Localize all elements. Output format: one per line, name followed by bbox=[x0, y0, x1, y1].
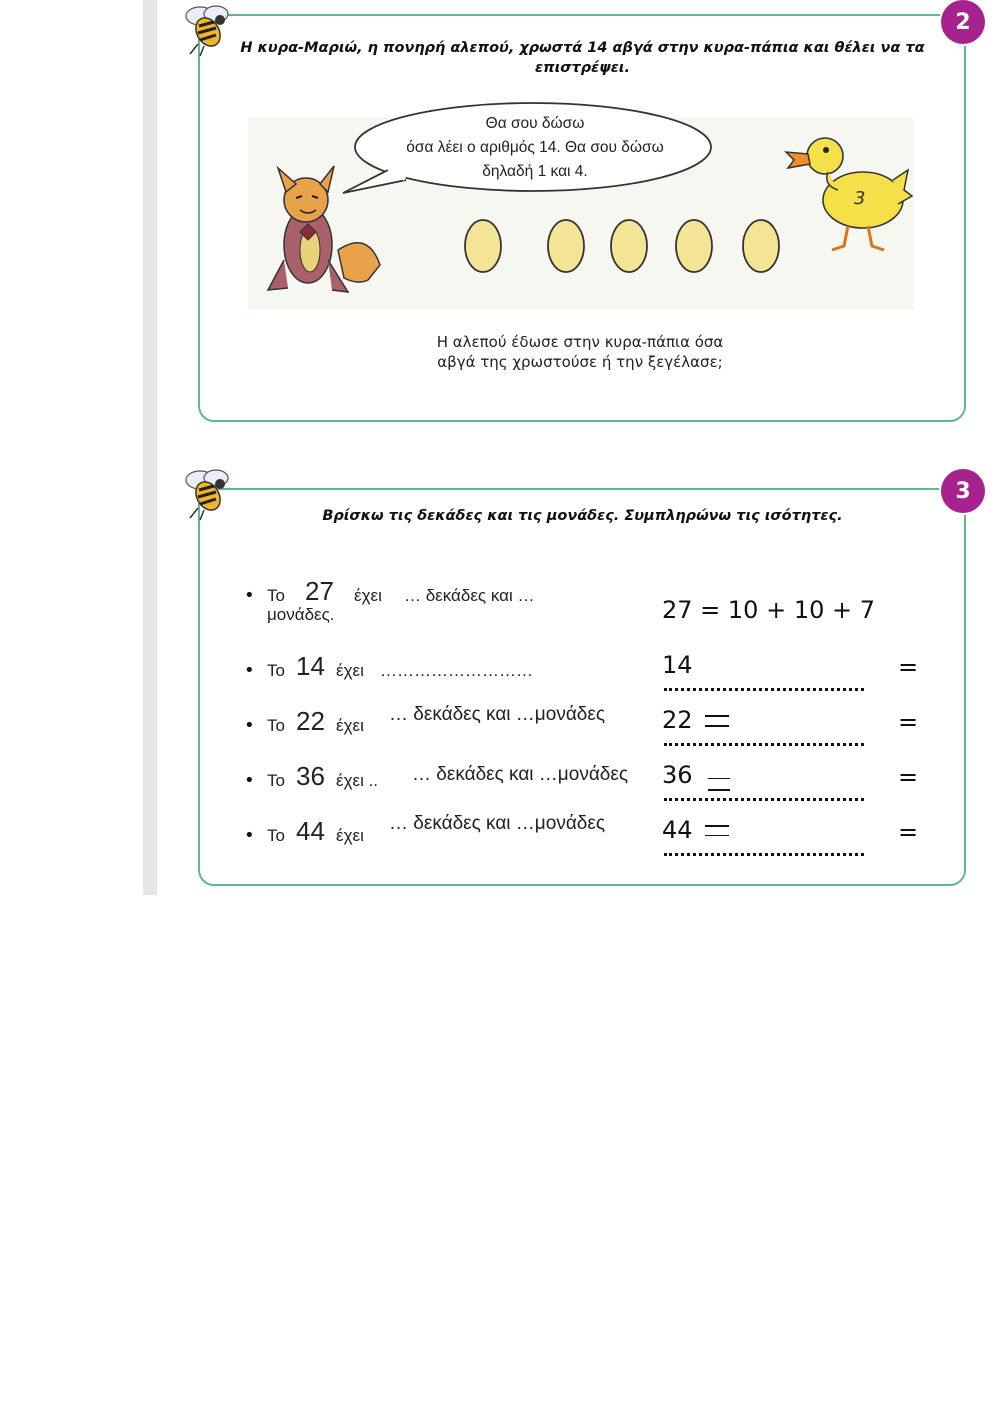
equation-answer-blank[interactable] bbox=[664, 853, 864, 856]
egg-icon bbox=[743, 220, 779, 272]
exercise-instruction: Βρίσκω τις δεκάδες και τις μονάδες. Συμπληρώνω τις ισότητες. bbox=[322, 508, 843, 524]
row-tens-units-blank[interactable]: … δεκάδες και …μονάδες bbox=[412, 764, 629, 785]
exercise-instruction: Η κυρα-Μαριώ, η πονηρή αλεπού, χρωστά 14 αβγά στην κυρα-πάπια και θέλει να τα επιστρέψει. bbox=[240, 40, 925, 76]
equation-answer-blank[interactable] bbox=[664, 798, 864, 801]
eggs-row bbox=[465, 220, 779, 272]
bullet: • bbox=[244, 660, 255, 681]
row-number: 22 bbox=[296, 706, 325, 736]
row-has: έχει bbox=[336, 716, 364, 735]
row-number: 27 bbox=[305, 576, 334, 606]
egg-icon bbox=[465, 220, 501, 272]
row-has: έχει bbox=[336, 661, 364, 680]
equals-sign-icon bbox=[705, 715, 729, 727]
row-tens-units-blank: … δεκάδες και … bbox=[404, 586, 535, 605]
page-side-band bbox=[143, 0, 157, 895]
question-line: Η αλεπού έδωσε στην κυρα-πάπια όσα bbox=[436, 333, 724, 351]
bullet: • bbox=[244, 770, 255, 791]
equals-sign-icon bbox=[705, 825, 729, 836]
equation-number: 22 bbox=[662, 706, 693, 734]
exercise-number-badge: 2 bbox=[941, 0, 985, 44]
row-units-word: μονάδες. bbox=[267, 605, 335, 624]
bullet: • bbox=[244, 715, 255, 736]
row-tens-units-blank[interactable]: … δεκάδες και …μονάδες bbox=[389, 704, 606, 725]
question-line: αβγά της χρωστούσε ή την ξεγέλασε; bbox=[437, 353, 723, 371]
row-has: έχει bbox=[336, 826, 364, 845]
question-text bbox=[360, 332, 800, 372]
duck-illustration bbox=[786, 138, 912, 250]
speech-bubble-text bbox=[360, 112, 710, 184]
exercise-number-badge: 3 bbox=[941, 469, 985, 513]
row-has: έχει .. bbox=[336, 771, 379, 790]
egg-icon bbox=[611, 220, 647, 272]
row-to: Το bbox=[267, 716, 285, 735]
equation-number: 14 bbox=[662, 651, 693, 679]
row-to: Το bbox=[267, 586, 285, 605]
duck-wing-number: 3 bbox=[854, 188, 866, 209]
equation-equals: = bbox=[898, 763, 919, 791]
row-tens-units-blank[interactable]: … δεκάδες και …μονάδες bbox=[389, 813, 606, 834]
equation-equals: = bbox=[898, 708, 919, 736]
row-number: 36 bbox=[296, 761, 325, 791]
row-to: Το bbox=[267, 661, 285, 680]
equation-answer-blank[interactable] bbox=[664, 743, 864, 746]
bullet: • bbox=[244, 825, 255, 846]
row-number: 44 bbox=[296, 816, 325, 846]
row-to: Το bbox=[267, 771, 285, 790]
row-number: 14 bbox=[296, 651, 325, 681]
egg-icon bbox=[676, 220, 712, 272]
equation-answer-blank[interactable] bbox=[664, 688, 864, 691]
equals-sign-icon bbox=[708, 778, 730, 791]
equation-equals: = bbox=[898, 653, 919, 681]
row-to: Το bbox=[267, 826, 285, 845]
equation-equals: = bbox=[898, 818, 919, 846]
equation-number: 44 bbox=[662, 816, 693, 844]
bubble-line: Θα σου δώσω bbox=[485, 115, 585, 132]
bubble-line: δηλαδή 1 και 4. bbox=[482, 163, 588, 180]
bubble-line: όσα λέει ο αριθμός 14. Θα σου δώσω bbox=[406, 139, 664, 156]
egg-icon bbox=[548, 220, 584, 272]
row-has: έχει bbox=[354, 586, 382, 605]
row-answer-blank[interactable]: ……………………… bbox=[380, 661, 533, 680]
equation-number: 36 bbox=[662, 761, 693, 789]
example-equation: 27 = 10 + 10 + 7 bbox=[662, 596, 875, 624]
bullet: • bbox=[244, 585, 255, 606]
